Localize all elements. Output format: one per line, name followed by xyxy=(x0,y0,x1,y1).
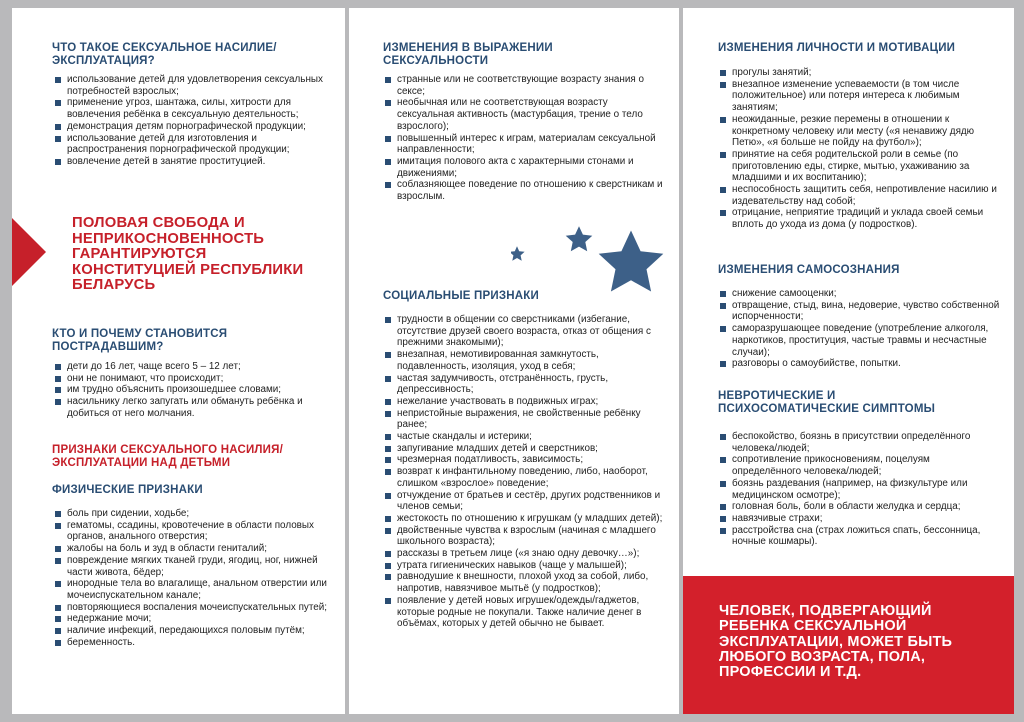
list-item: демонстрация детям порнографической продукции; xyxy=(55,121,335,133)
list-item: они не понимают, что происходит; xyxy=(55,373,335,385)
personality-heading: ИЗМЕНЕНИЯ ЛИЧНОСТИ И МОТИВАЦИИ xyxy=(718,42,956,54)
what-is-list xyxy=(55,74,335,168)
list-item: беспокойство, боязнь в присутствии определённого человека/людей; xyxy=(720,431,1000,454)
list-item: необычная или не соответствующая возрасту сексуальная активность (мастурбация, трение о тело взрослого); xyxy=(385,97,665,132)
list-item: отвращение, стыд, вина, недоверие, чувство собственной испорченности; xyxy=(720,300,1000,323)
who-list xyxy=(55,361,335,420)
list-item: чрезмерная податливость, зависимость; xyxy=(385,454,667,466)
list-item: боязнь раздевания (например, на физкультуре или медицинском осмотре); xyxy=(720,478,1000,501)
expression-list xyxy=(385,74,665,203)
list-item: наличие инфекций, передающихся половым путём; xyxy=(55,625,333,637)
list-item: саморазрушающее поведение (употребление алкоголя, наркотиков, проституция, частые травмы и несчастные случаи); xyxy=(720,323,1000,358)
list-item: использование детей для удовлетворения сексуальных потребностей взрослых; xyxy=(55,74,335,97)
selfawareness-heading: ИЗМЕНЕНИЯ САМОСОЗНАНИЯ xyxy=(718,264,900,276)
selfawareness-list xyxy=(720,288,1000,370)
panel-middle xyxy=(349,8,679,714)
neurotic-heading: НЕВРОТИЧЕСКИЕ И ПСИХОСОМАТИЧЕСКИЕ СИМПТОМЫ xyxy=(718,390,936,415)
decorative-stars xyxy=(511,226,679,296)
list-item: повышенный интерес к играм, материалам сексуальной направленности; xyxy=(385,133,665,156)
list-item: трудности в общении со сверстниками (избегание, отсутствие друзей своего возраста, отказ от общения с прежними знакомыми); xyxy=(385,314,667,349)
panel-left xyxy=(12,8,345,714)
brochure-sheet xyxy=(12,8,1014,714)
expression-heading: ИЗМЕНЕНИЯ В ВЫРАЖЕНИИ СЕКСУАЛЬНОСТИ xyxy=(383,42,553,67)
red-triangle-marker xyxy=(12,218,46,286)
list-item: навязчивые страхи; xyxy=(720,513,1000,525)
list-item: головная боль, боли в области желудка и сердца; xyxy=(720,501,1000,513)
list-item: жалобы на боль и зуд в области гениталий; xyxy=(55,543,333,555)
list-item: гематомы, ссадины, кровотечение в области половых органов, анального отверстия; xyxy=(55,520,333,543)
list-item: расстройства сна (страх ложиться спать, бессонница, ночные кошмары). xyxy=(720,525,1000,548)
list-item: им трудно объяснить произошедшее словами; xyxy=(55,384,335,396)
list-item: жестокость по отношению к игрушкам (у младших детей); xyxy=(385,513,667,525)
neurotic-list xyxy=(720,431,1000,548)
list-item: неожиданные, резкие перемены в отношении к конкретному человеку или месту («я ненавижу дядю Петю», «я больше не пойду на футбол»); xyxy=(720,114,1000,149)
list-item: неспособность защитить себя, непротивление насилию и издевательству над собой; xyxy=(720,184,1000,207)
personality-list xyxy=(720,67,1000,231)
list-item: нежелание участвовать в подвижных играх; xyxy=(385,396,667,408)
list-item: внезапное изменение успеваемости (в том числе положительное) или потеря интереса к любимым занятиям; xyxy=(720,79,1000,114)
list-item: отчуждение от братьев и сестёр, других родственников и членов семьи; xyxy=(385,490,667,513)
large-star-icon xyxy=(599,231,664,292)
panel-right xyxy=(683,8,1014,714)
list-item: внезапная, немотивированная замкнутость, подавленность, изоляция, уход в себя; xyxy=(385,349,667,372)
constitution-callout: ПОЛОВАЯ СВОБОДА И НЕПРИКОСНОВЕННОСТЬ ГАРАНТИРУЮТСЯ КОНСТИТУЦИЕЙ РЕСПУБЛИКИ БЕЛАРУСЬ xyxy=(72,215,304,293)
social-list xyxy=(385,314,667,630)
list-item: недержание мочи; xyxy=(55,613,333,625)
list-item: двойственные чувства к взрослым (начиная с младшего школьного возраста); xyxy=(385,525,667,548)
list-item: рассказы в третьем лице («я знаю одну девочку…»); xyxy=(385,548,667,560)
list-item: боль при сидении, ходьбе; xyxy=(55,508,333,520)
list-item: странные или не соответствующие возрасту знания о сексе; xyxy=(385,74,665,97)
list-item: равнодушие к внешности, плохой уход за собой, либо, напротив, навязчивое мытьё (у подростков); xyxy=(385,571,667,594)
list-item: запугивание младших детей и сверстников; xyxy=(385,443,667,455)
what-is-heading: ЧТО ТАКОЕ СЕКСУАЛЬНОЕ НАСИЛИЕ/ЭКСПЛУАТАЦИЯ? xyxy=(52,42,277,67)
list-item: соблазняющее поведение по отношению к сверстникам и взрослым. xyxy=(385,179,665,202)
physical-list xyxy=(55,508,333,648)
list-item: непристойные выражения, не свойственные ребёнку ранее; xyxy=(385,408,667,431)
list-item: снижение самооценки; xyxy=(720,288,1000,300)
list-item: использование детей для изготовления и распространения порнографической продукции; xyxy=(55,133,335,156)
who-heading: КТО И ПОЧЕМУ СТАНОВИТСЯ ПОСТРАДАВШИМ? xyxy=(52,328,228,353)
list-item: имитация полового акта с характерными стонами и движениями; xyxy=(385,156,665,179)
list-item: сопротивление прикосновениям, поцелуям определённого человека/людей; xyxy=(720,454,1000,477)
red-callout-text: ЧЕЛОВЕК, ПОДВЕРГАЮЩИЙ РЕБЕНКА СЕКСУАЛЬНОЙ ЭКСПЛУАТАЦИИ, МОЖЕТ БЫТЬ ЛЮБОГО ВОЗРАСТА, ПОЛА, ПРОФЕССИИ И Т.Д. xyxy=(719,603,953,681)
physical-heading: ФИЗИЧЕСКИЕ ПРИЗНАКИ xyxy=(52,484,203,496)
list-item: повторяющиеся воспаления мочеиспускательных путей; xyxy=(55,602,333,614)
social-heading: СОЦИАЛЬНЫЕ ПРИЗНАКИ xyxy=(383,290,539,302)
list-item: отрицание, неприятие традиций и уклада своей семьи вплоть до ухода из дома (у подростков). xyxy=(720,207,1000,230)
list-item: утрата гигиенических навыков (чаще у малышей); xyxy=(385,560,667,572)
list-item: вовлечение детей в занятие проституцией. xyxy=(55,156,335,168)
list-item: инородные тела во влагалище, анальном отверстии или мочеиспускательном канале; xyxy=(55,578,333,601)
medium-star-icon xyxy=(566,226,593,251)
list-item: принятие на себя родительской роли в семье (по приготовлению еды, стирке, мытью, ухаживанию за младшими и их воспитанию); xyxy=(720,149,1000,184)
list-item: насильнику легко запугать или обмануть ребёнка и добиться от него молчания. xyxy=(55,396,335,419)
signs-heading: ПРИЗНАКИ СЕКСУАЛЬНОГО НАСИЛИЯ/ЭКСПЛУАТАЦИИ НАД ДЕТЬМИ xyxy=(52,444,284,469)
list-item: дети до 16 лет, чаще всего 5 – 12 лет; xyxy=(55,361,335,373)
list-item: возврат к инфантильному поведению, либо, наоборот, слишком «взрослое» поведение; xyxy=(385,466,667,489)
list-item: применение угроз, шантажа, силы, хитрости для вовлечения ребёнка в сексуальную деятельность; xyxy=(55,97,335,120)
small-star-icon xyxy=(511,246,525,260)
list-item: частая задумчивость, отстранённость, грусть, депрессивность; xyxy=(385,373,667,396)
list-item: повреждение мягких тканей груди, ягодиц, ног, нижней части живота, бёдер; xyxy=(55,555,333,578)
list-item: разговоры о самоубийстве, попытки. xyxy=(720,358,1000,370)
list-item: появление у детей новых игрушек/одежды/гаджетов, которые родные не покупали. Также наличие денег в объёмах, которых у детей обычно не бывает. xyxy=(385,595,667,630)
list-item: беременность. xyxy=(55,637,333,649)
list-item: прогулы занятий; xyxy=(720,67,1000,79)
list-item: частые скандалы и истерики; xyxy=(385,431,667,443)
